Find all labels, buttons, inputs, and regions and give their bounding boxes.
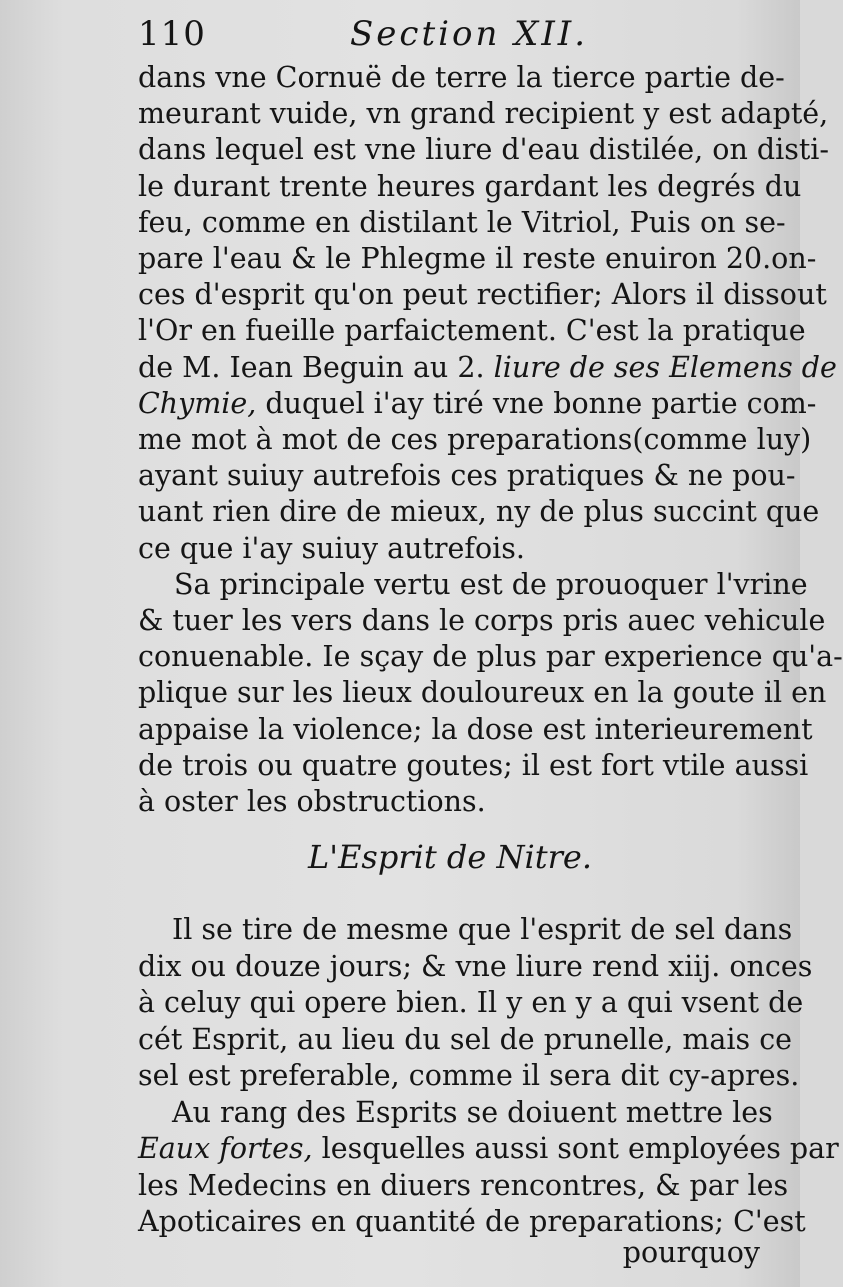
text-line: uant rien dire de mieux, ny de plus succint que [138,495,820,529]
text-line: les Medecins en diuers rencontres, & par les [138,1168,789,1202]
text-line-citation [138,386,817,422]
text-line: Apoticaires en quantité de preparations; C'est [138,1205,806,1238]
citation-rest: duquel i'ay tiré vne bonne partie com- [256,386,817,420]
text-line: ces d'esprit qu'on peut rectifier; Alors il dissout [138,278,827,312]
citation-book-2: Chymie, [138,386,257,420]
text-line: ce que i'ay suiuy autrefois. [138,531,525,565]
text-line: appaise la violence; la dose est interieurement [138,712,813,746]
text-line: à celuy qui opere bien. Il y en y a qui vsent de [138,986,804,1019]
catchword: pourquoy [622,1236,760,1269]
text-line: dix ou douze jours; & vne liure rend xiij. onces [138,949,813,983]
text-line: l'Or en fueille parfaictement. C'est la pratique [138,314,806,348]
paragraph-3 [138,912,839,1241]
page-number: 110 [138,14,206,54]
paragraph-1 [138,60,843,820]
text-line: me mot à mot de ces preparations(comme luy) [138,423,812,457]
text-line: sel est preferable, comme il sera dit cy-apres. [138,1059,800,1092]
text-line [138,1131,839,1168]
line-rest: lesquelles aussi sont employées par [312,1132,839,1165]
text-line: pare l'eau & le Phlegme il reste enuiron 20.on- [138,242,817,276]
text-line: dans vne Cornuë de terre la tierce partie de- [138,61,785,94]
text-line-citation [138,350,837,386]
text-line: de trois ou quatre goutes; il est fort vtile aussi [138,748,809,782]
text-line: Au rang des Esprits se doiuent mettre les [172,1095,773,1129]
text-line: plique sur les lieux douloureux en la goute il en [138,676,827,710]
text-line: Sa principale vertu est de prouoquer l'vrine [174,567,808,601]
running-head: Section XII. [350,14,589,54]
section-heading: L'Esprit de Nitre. [308,838,592,876]
text-line: conuenable. Ie sçay de plus par experience qu'a- [138,640,843,674]
text-line: dans lequel est vne liure d'eau distilée, on disti- [138,133,830,167]
citation-prefix: de M. Iean Beguin au 2. [138,350,485,384]
text-line: & tuer les vers dans le corps pris auec vehicule [138,604,826,638]
text-line: feu, comme en distilant le Vitriol, Puis on se- [138,205,786,239]
text-line: ayant suiuy autrefois ces pratiques & ne pou- [138,459,796,493]
text-line: le durant trente heures gardant les degrés du [138,169,802,203]
text-line: Il se tire de mesme que l'esprit de sel dans [172,913,793,946]
citation-book: liure de ses Elemens de [493,350,837,384]
text-line: meurant vuide, vn grand recipient y est adapté, [138,97,829,131]
text-line: cét Esprit, au lieu du sel de prunelle, mais ce [138,1022,793,1056]
page-header [138,14,658,58]
text-line: à oster les obstructions. [138,785,486,819]
italic-term: Eaux fortes, [138,1132,313,1165]
